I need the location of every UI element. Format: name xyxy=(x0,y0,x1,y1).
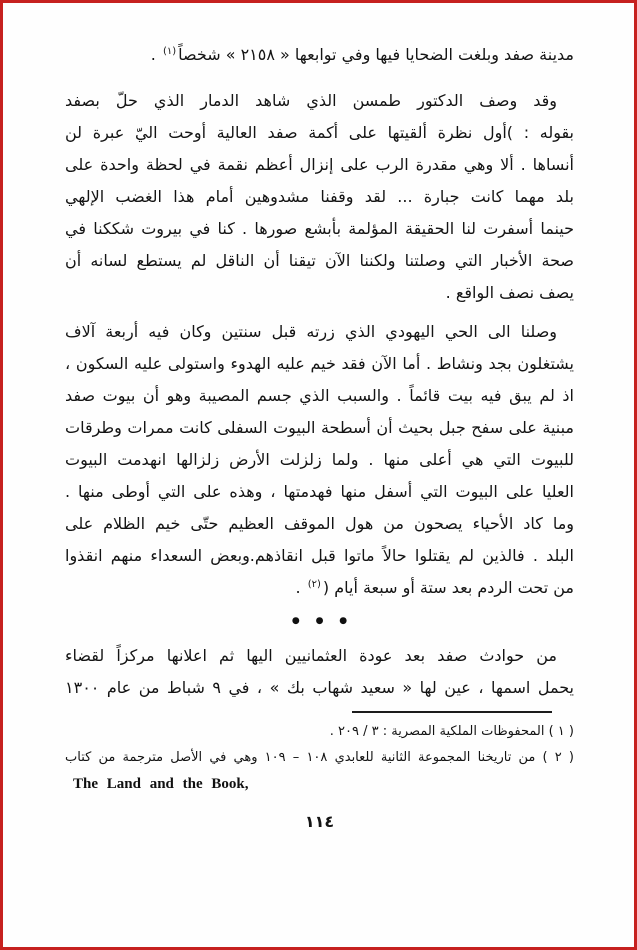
text-line: بقوله : )أول نظرة ألقيتها على أكمة صفد العالية أوحت اليّ عبرة لن xyxy=(65,123,574,142)
text-line: حينما أسفرت لنا الحقيقة المؤلمة بأبشع صورها . كنا في بيروت شككنا في xyxy=(65,219,574,238)
text-line: البلد . فالذين لم يقتلوا حالاً ماتوا قبل انقاذهم.وبعض السعداء منهم انقذوا xyxy=(65,546,574,565)
page-number: ١١٤ xyxy=(304,812,335,831)
paragraph-4 xyxy=(65,640,574,704)
footnote-ref-2: (٢) xyxy=(307,579,321,590)
line-end: . xyxy=(150,45,161,64)
line-end: . xyxy=(295,578,306,597)
footnote-2: ( ٢ ) من تاريخنا المجموعة الثانية للعابدي ١٠٨ – ١٠٩ وهي في الأصل مترجمة من كتاب xyxy=(65,750,574,765)
paragraph-3 xyxy=(65,316,574,604)
footnote-latin-book-title: The Land and the Book, xyxy=(73,776,249,792)
text-line: اذ لم يبق فيه بيت قائماً . والسبب الذي جسم المصيبة وهو أن بيوت صفد xyxy=(65,386,574,405)
text-line: صحة الأخبار التي وصلتنا ولكننا الآن تيقنا أن الناقل لم يستطع لسانه أن xyxy=(65,251,574,270)
text-line: مبنية على سفح جبل بحيث أن أسطحة البيوت السفلى كانت ممرات وطرقات xyxy=(65,418,574,437)
text-line: للبيوت التي هي أعلى منها . ولما زلزلت الأرض زلزالها انهدمت البيوت xyxy=(65,450,574,469)
text-line: يصف نصف الواقع . xyxy=(445,283,574,302)
section-separator-dots: ● ● ● xyxy=(291,616,348,626)
text-line xyxy=(65,39,574,71)
paragraph-2 xyxy=(65,85,574,309)
text-line: بلد مهما كانت جبارة ... لقد وقفنا مشدوهين أمام هذا الغضب الإلهي xyxy=(65,187,574,206)
text-line: وما كاد الأحياء يصحون من هول الموقف العظيم حتّى خيم الظلام على xyxy=(65,514,574,533)
text-line: أنساها . ألا وهي مقدرة الرب على إنزال أعظم نقمة في لحظة واحدة على xyxy=(65,155,574,174)
line-text: من تحت الردم بعد ستة أو سبعة أيام ( xyxy=(322,578,574,597)
text-line: من حوادث صفد بعد عودة العثمانيين اليها ثم اعلانها مركزاً لقضاء xyxy=(65,646,557,665)
line-text: مدينة صفد وبلغت الضحايا فيها وفي توابعها « ٢١٥٨ » شخصاً xyxy=(178,45,574,64)
text-line: يحمل اسمها ، عين لها « سعيد شهاب بك » ، في ٩ شباط من عام ١٣٠٠ xyxy=(65,678,574,697)
text-block xyxy=(3,3,634,833)
footnote-divider xyxy=(352,711,552,713)
footnote-1: ( ١ ) المحفوظات الملكية المصرية : ٣ / ٢٠٩ . xyxy=(329,724,574,739)
paragraph-1 xyxy=(65,39,574,71)
text-line: يشتغلون بجد ونشاط . أما الآن فقد خيم عليه الهدوء واستولى عليه السكون ، xyxy=(65,354,574,373)
text-line: العليا على البيوت التي أسفل منها فهدمتها ، وهذه على التي أوطى منها . xyxy=(65,482,574,501)
text-line: وصلنا الى الحي اليهودي الذي زرته قبل سنتين وكان فيه أربعة آلاف xyxy=(65,322,557,341)
footnote-ref-1: (١) xyxy=(162,46,177,57)
text-line xyxy=(65,572,574,604)
text-line: وقد وصف الدكتور طمسن الذي شاهد الدمار الذي حلّ بصفد xyxy=(65,91,557,110)
footnotes-section xyxy=(65,719,574,797)
